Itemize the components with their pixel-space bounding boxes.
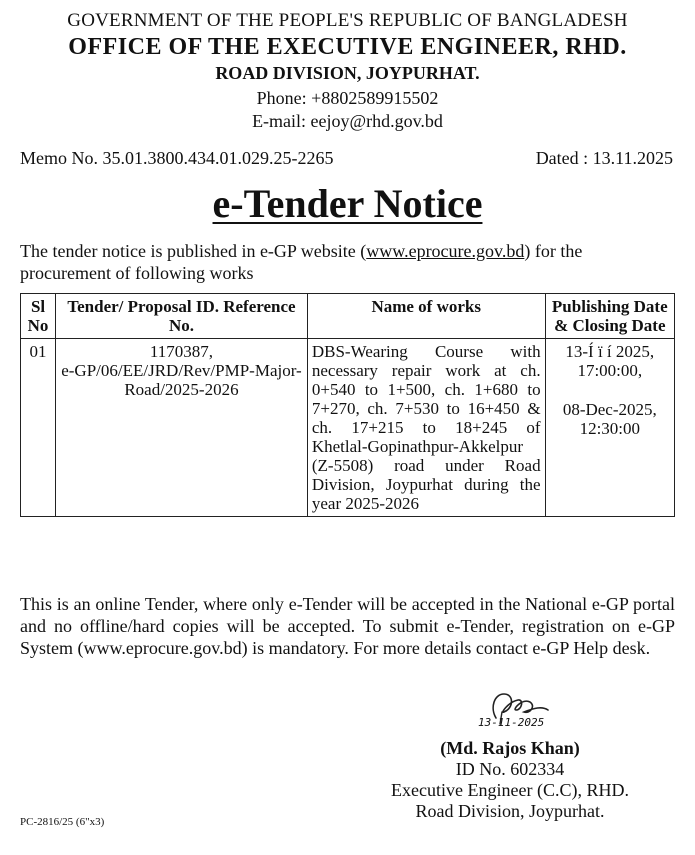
closing-date: 08-Dec-2025, 12:30:00: [562, 400, 657, 438]
table-row: [21, 339, 675, 517]
cell-tender-id: [56, 339, 308, 517]
header-tender-id: Tender/ Proposal ID. Reference No.: [56, 294, 308, 339]
intro-before: The tender notice is published in e-GP website (: [20, 241, 367, 261]
works-table: [20, 293, 675, 517]
eprocure-link[interactable]: www.eprocure.gov.bd: [366, 241, 525, 261]
government-heading: GOVERNMENT OF THE PEOPLE'S REPUBLIC OF BANGLADESH: [67, 10, 628, 31]
reference-no: e-GP/06/EE/JRD/Rev/PMP-Major-Road/2025-2026: [61, 361, 302, 399]
header-sl: Sl No: [21, 294, 56, 339]
cell-name-of-works: DBS-Wearing Course with necessary repair work at ch. 0+540 to 1+500, ch. 1+680 to 7+270, ch. 7+530 to 16+450 & ch. 17+215 to 18+245 of Khetlal-Gopinathpur-Akkelpur (Z-5508) road under Road Division, Joypurhat during the year 2025-2026: [307, 339, 545, 517]
intro-text: [20, 240, 675, 284]
cell-dates: [545, 339, 674, 517]
memo-number: Memo No. 35.01.3800.434.01.029.25-2265: [20, 148, 334, 168]
signer-block: [330, 738, 690, 822]
phone-line: Phone: +8802589915502: [256, 88, 439, 108]
publishing-date: 13-Í ï í 2025, 17:00:00,: [565, 342, 655, 380]
signer-name: (Md. Rajos Khan): [440, 738, 580, 758]
signature-date: 13-11-2025: [478, 716, 545, 729]
header-dates: Publishing Date & Closing Date: [545, 294, 674, 339]
header-name-of-works: Name of works: [307, 294, 545, 339]
page-title: e-Tender Notice: [212, 181, 483, 226]
signer-id: ID No. 602334: [455, 759, 565, 779]
table-header-row: [21, 294, 675, 339]
intro-after: ) for the procurement of following works: [20, 241, 583, 283]
office-heading: OFFICE OF THE EXECUTIVE ENGINEER, RHD.: [68, 34, 627, 60]
email-line: E-mail: eejoy@rhd.gov.bd: [252, 111, 443, 131]
pc-code: PC-2816/25 (6"x3): [20, 816, 105, 828]
division-heading: ROAD DIVISION, JOYPURHAT.: [215, 63, 480, 83]
instructions-paragraph: This is an online Tender, where only e-Tender will be accepted in the National e-GP portal and no offline/hard copies will be accepted. To submit e-Tender, registration on e-GP System (www.eprocure.gov.bd) is mandatory. For more details contact e-GP Help desk.: [20, 594, 675, 658]
signer-office: Road Division, Joypurhat.: [415, 801, 605, 821]
memo-date: Dated : 13.11.2025: [535, 148, 673, 168]
signer-designation: Executive Engineer (C.C), RHD.: [391, 780, 629, 800]
cell-sl: 01: [21, 339, 56, 517]
tender-id: 1170387,: [149, 342, 214, 361]
